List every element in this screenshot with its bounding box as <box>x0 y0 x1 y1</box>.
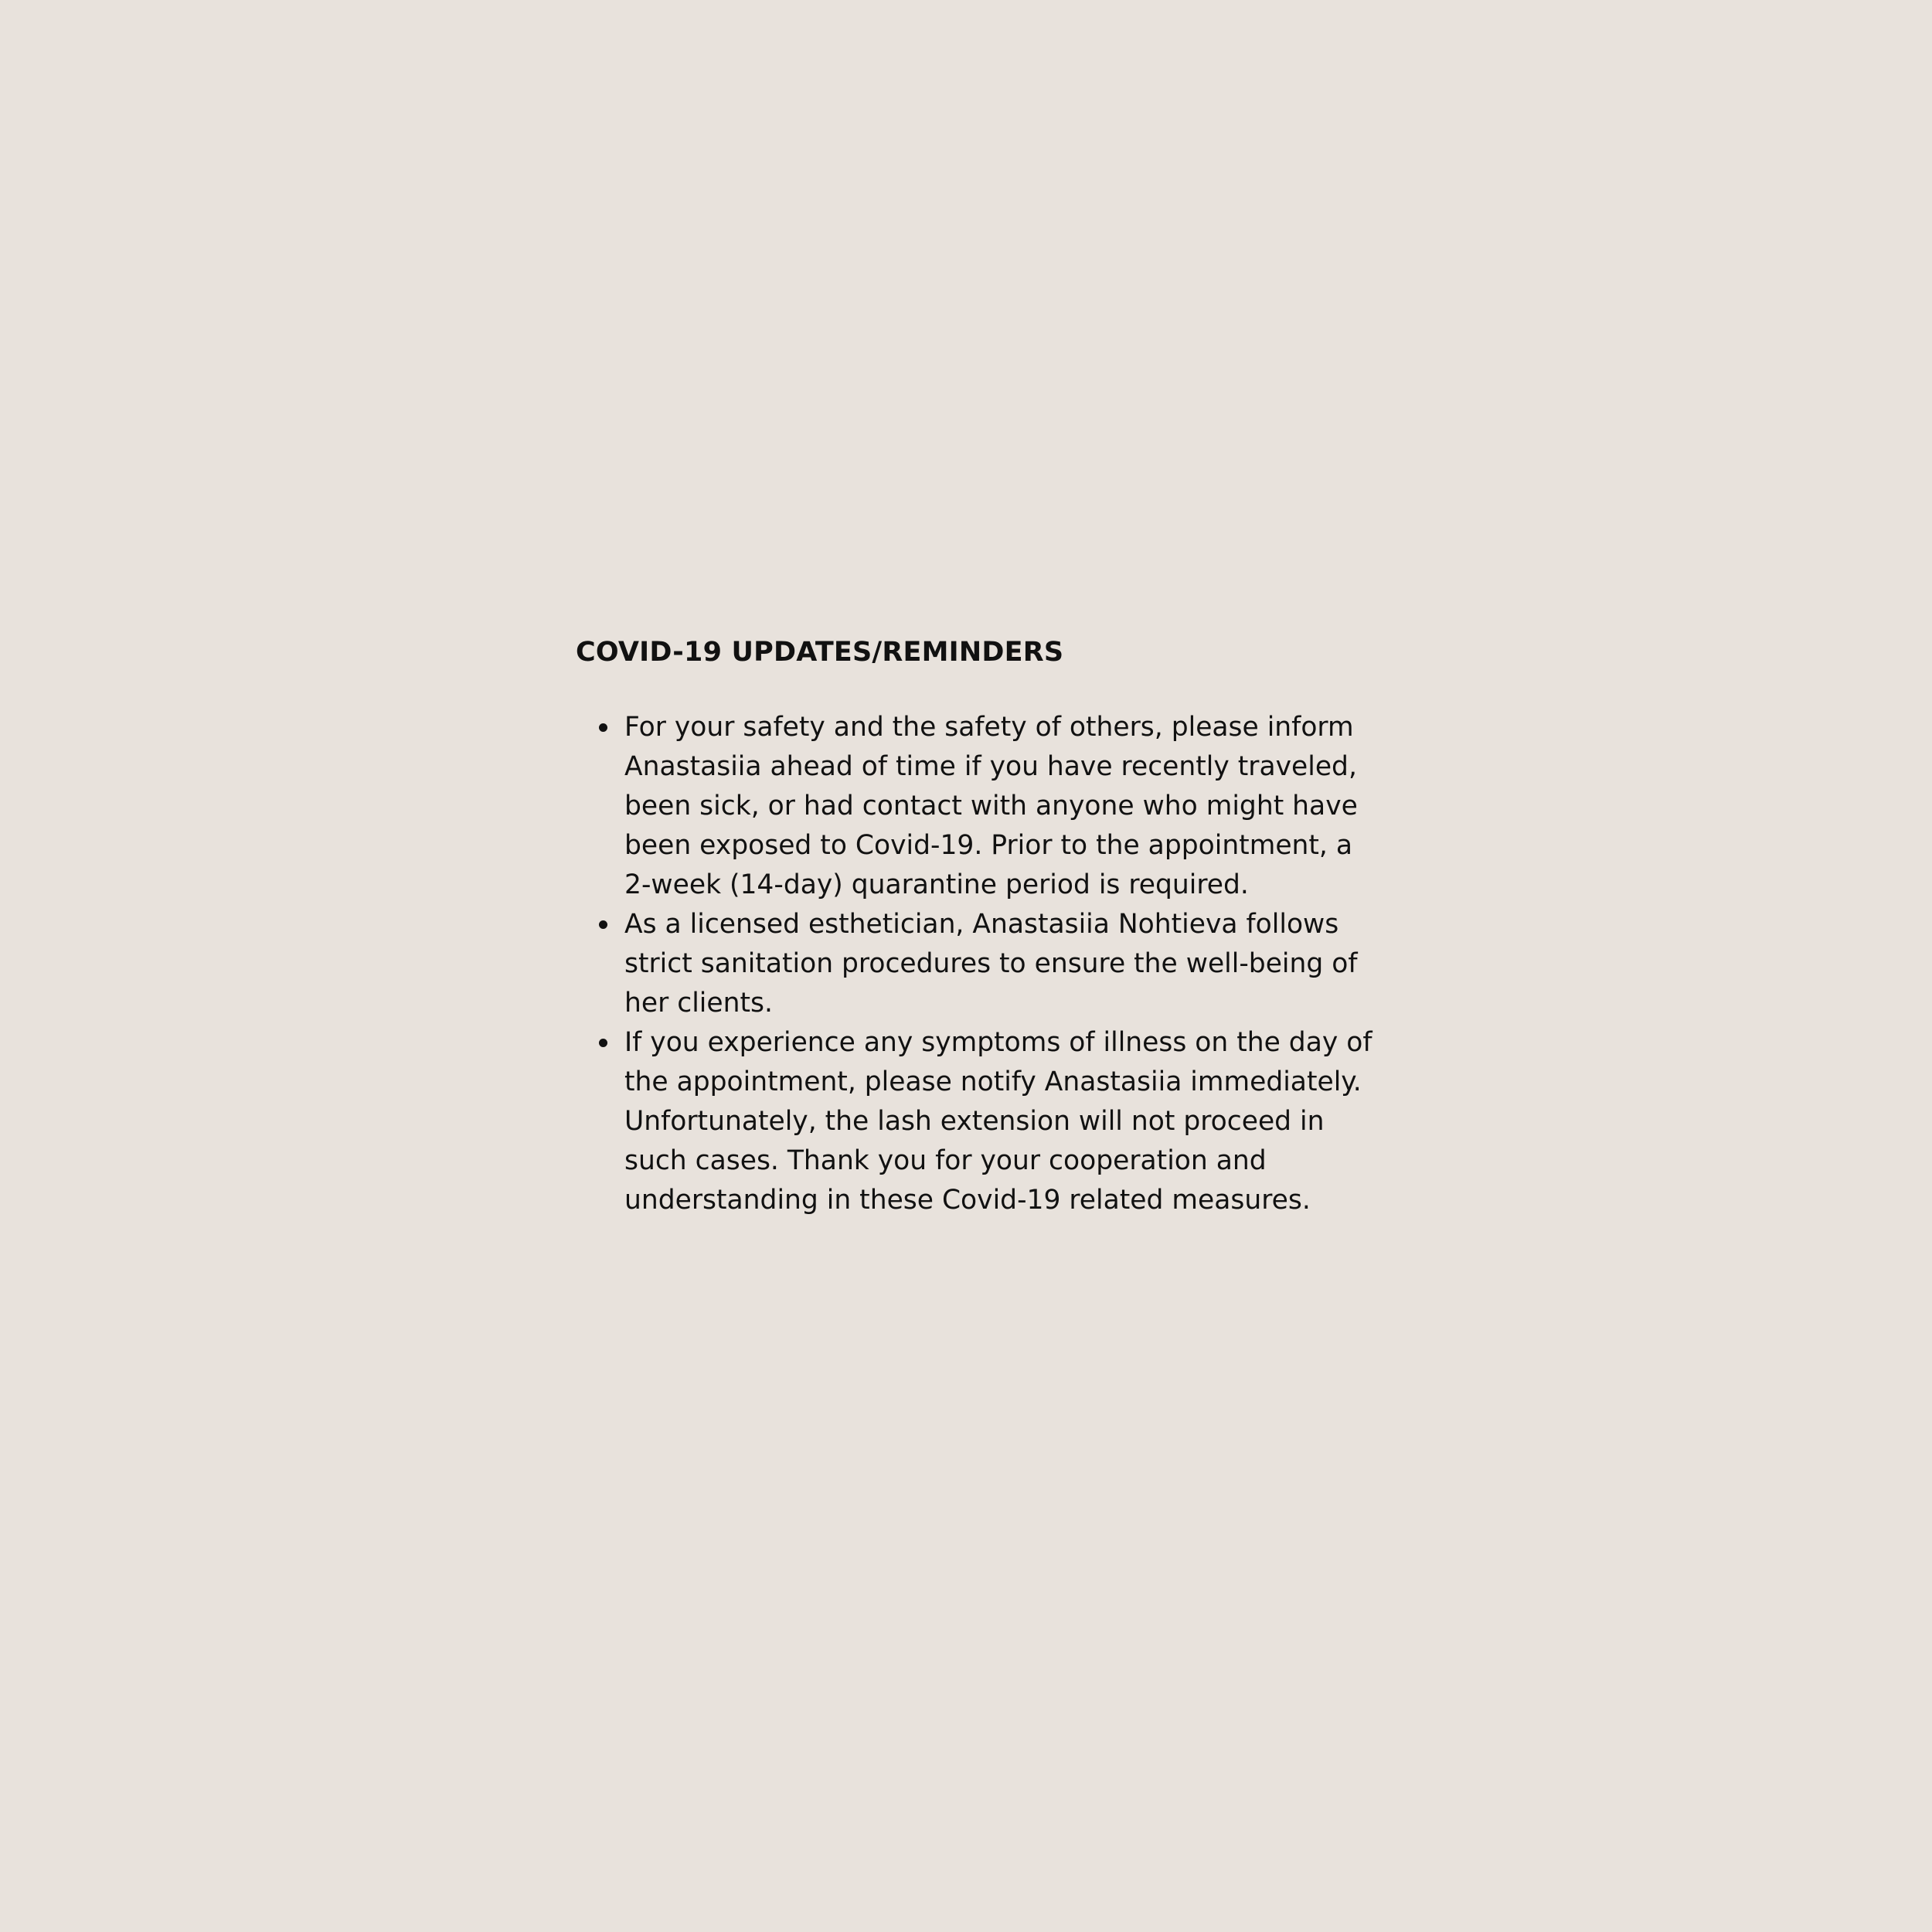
reminder-list <box>576 708 1387 1220</box>
bullet-icon <box>599 1039 607 1047</box>
bullet-icon <box>599 920 607 929</box>
list-item <box>576 905 1387 1023</box>
list-item-text: As a licensed esthetician, Anastasiia Nohtieva follows strict sanitation procedures to ensure the well-being of her clients. <box>624 909 1358 1019</box>
list-item <box>576 708 1387 905</box>
list-item <box>576 1023 1387 1220</box>
list-item-text: If you experience any symptoms of illness on the day of the appointment, please notify Anastasiia immediately. Unfortunately, the lash extension will not proceed in such cases. Thank you for your cooperation and understanding in these Covid-19 related measures. <box>624 1027 1372 1216</box>
bullet-icon <box>599 723 607 732</box>
covid-notice <box>576 632 1387 1220</box>
notice-title: COVID-19 UPDATES/REMINDERS <box>576 637 1064 668</box>
list-item-text: For your safety and the safety of others, please inform Anastasiia ahead of time if you have recently traveled, been sick, or had contact with anyone who might have been exposed to Covid-19. Prior to the appointment, a 2-week (14-day) quarantine period is required. <box>624 712 1358 900</box>
